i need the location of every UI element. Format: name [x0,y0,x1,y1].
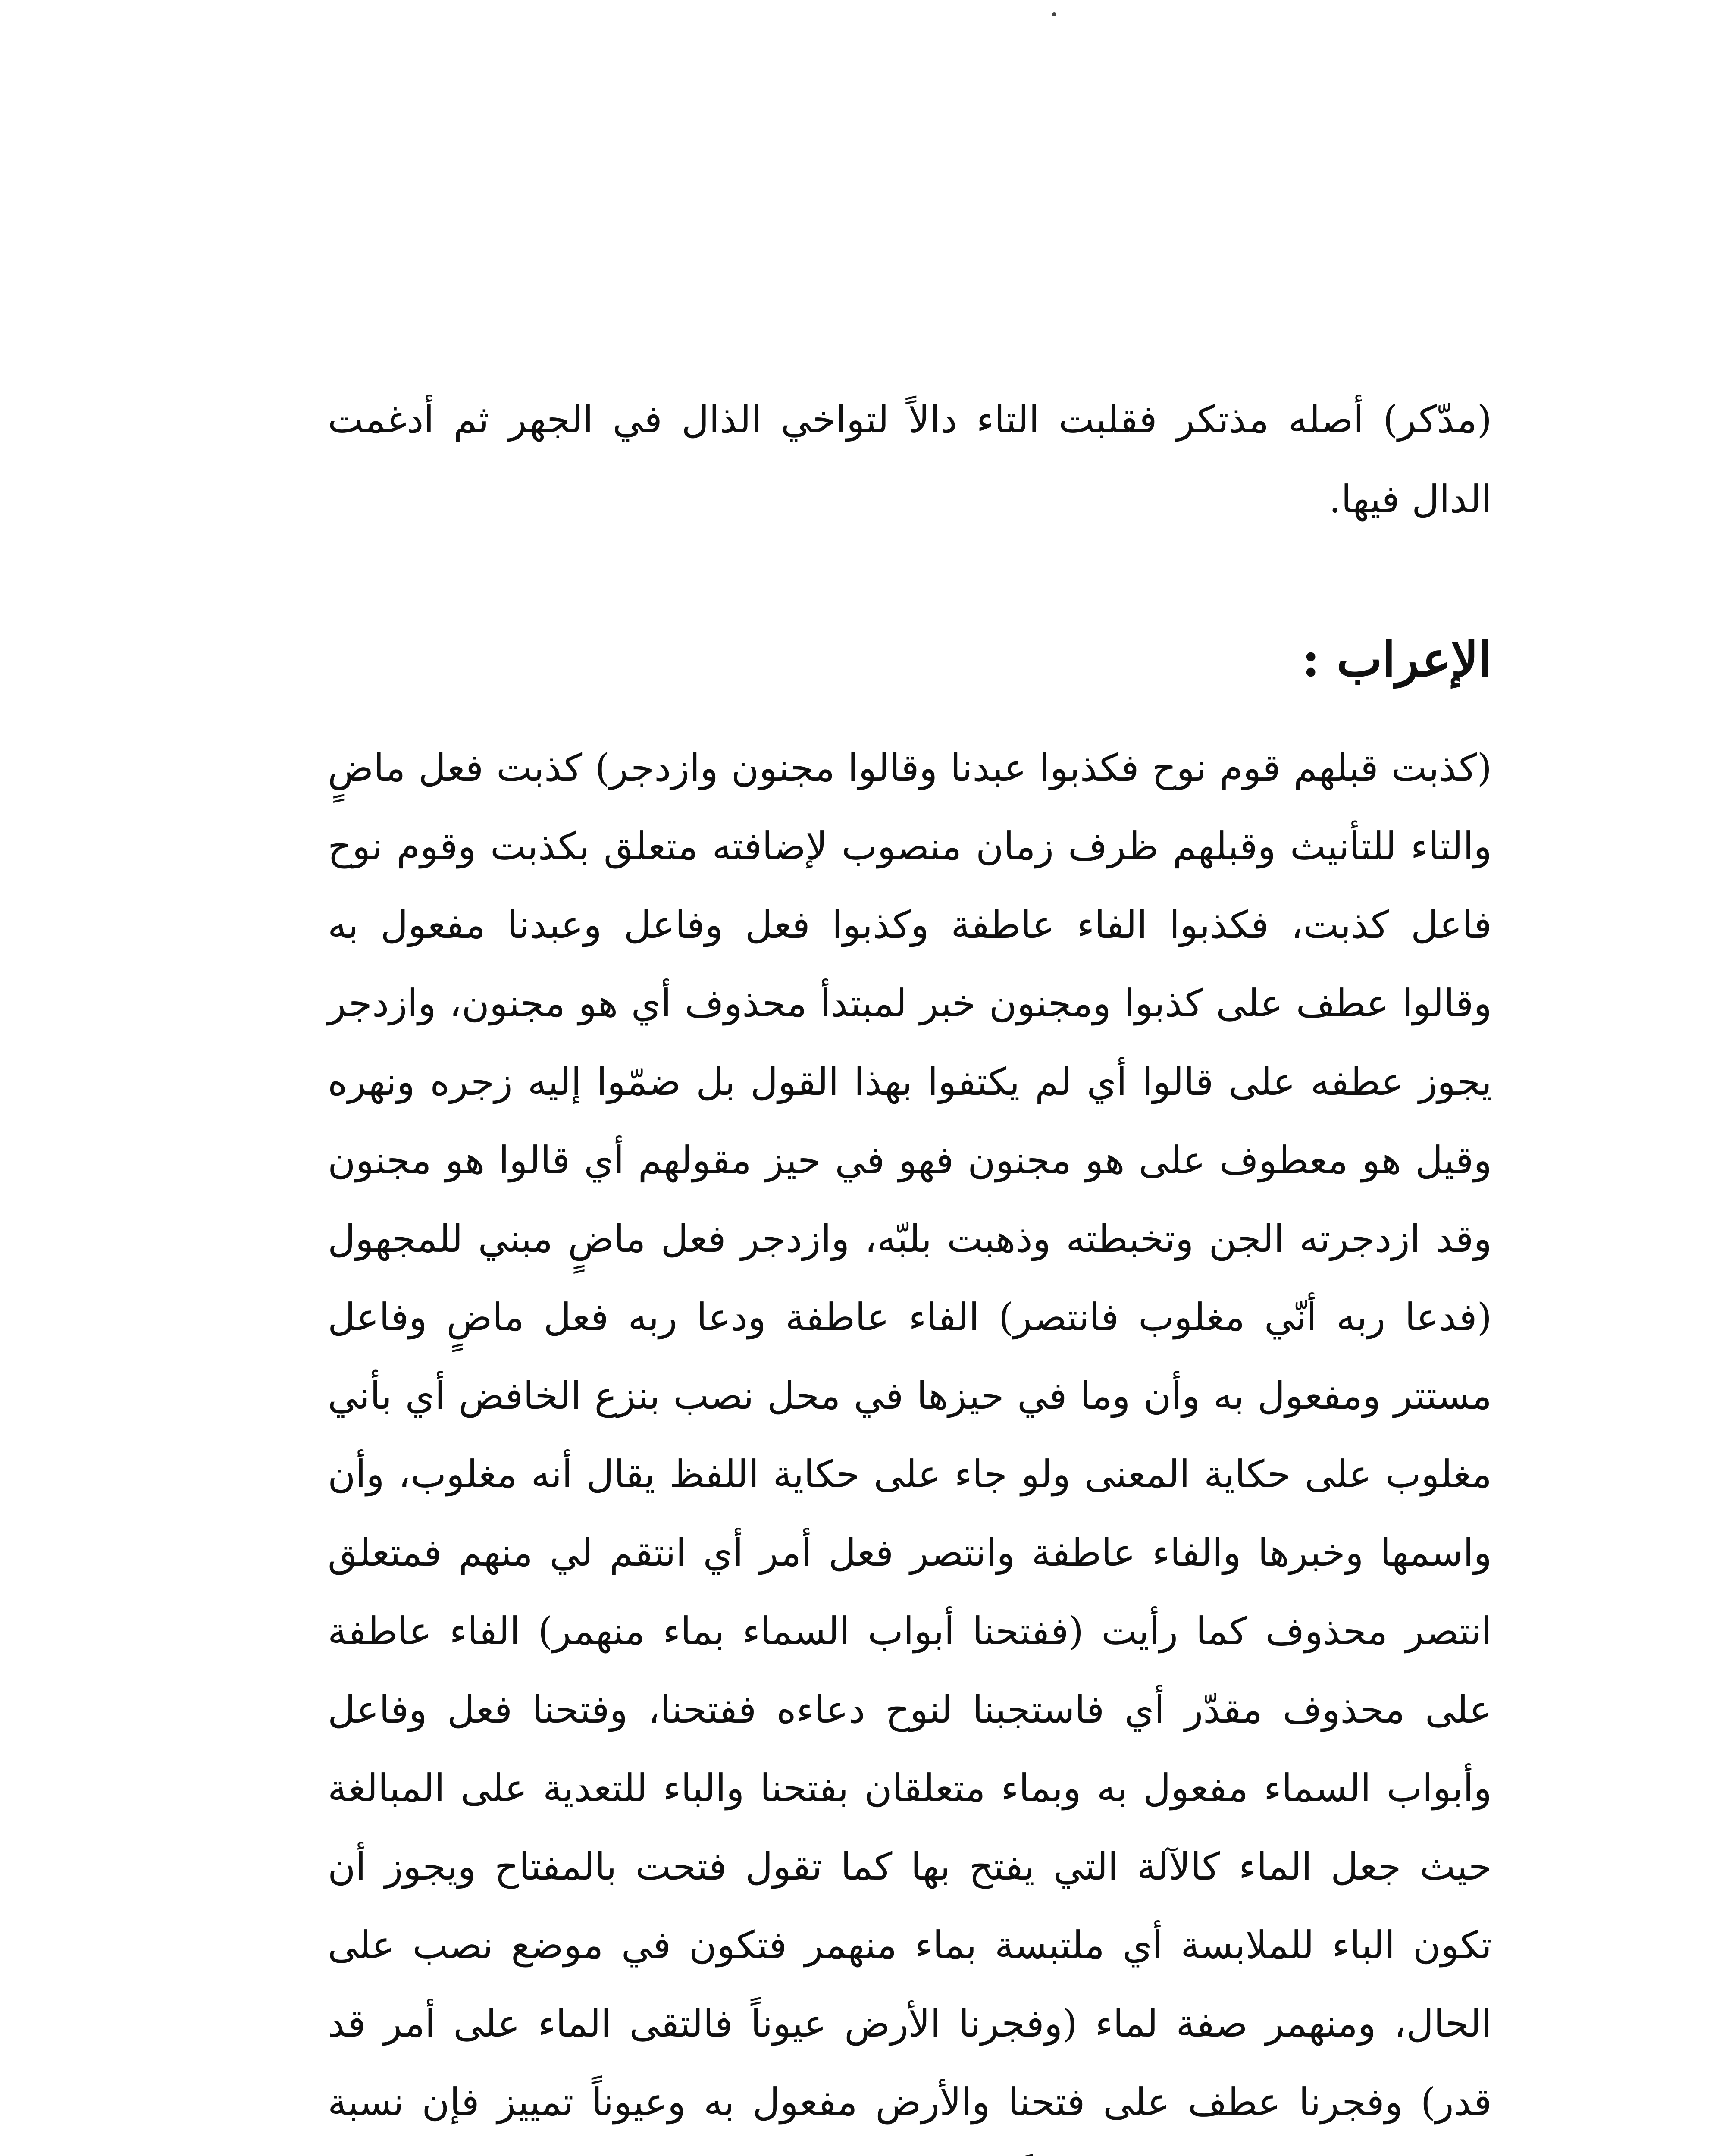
intro-paragraph: (مدّكر) أصله مذتكر فقلبت التاء دالاً لتواخي الذال في الجهر ثم أدغمت الدال فيها. [328,397,1492,521]
scan-speck [1052,12,1056,16]
section-heading: الإعراب : [1302,631,1492,688]
body-paragraph: (كذبت قبلهم قوم نوح فكذبوا عبدنا وقالوا مجنون وازدجر) كذبت فعل ماضٍ والتاء للتأنيث وقبلهم ظرف زمان منصوب لإضافته متعلق بكذبت وقوم نوح فاعل كذبت، فكذبوا الفاء عاطفة وكذبوا فعل وفاعل وعبدنا مفعول به وقالوا عطف على كذبوا ومجنون خبر لمبتدأ محذوف أي هو مجنون، وازدجر يجوز عطفه على قالوا أي لم يكتفوا بهذا القول بل ضمّوا إليه زجره ونهره وقيل هو معطوف على هو مجنون فهو في حيز مقولهم أي قالوا هو مجنون وقد ازدجرته الجن وتخبطته وذهبت بلبّه، وازدجر فعل ماضٍ مبني للمجهول (فدعا ربه أنّي مغلوب فانتصر) الفاء عاطفة ودعا ربه فعل ماضٍ وفاعل مستتر ومفعول به وأن وما في حيزها في محل نصب بنزع الخافض أي بأني مغلوب على حكاية المعنى ولو جاء على حكاية اللفظ يقال أنه مغلوب، وأن واسمها وخبرها والفاء عاطفة وانتصر فعل أمر أي انتقم لي منهم فمتعلق انتصر محذوف كما رأيت (ففتحنا أبواب السماء بماء منهمر) الفاء عاطفة على محذوف مقدّر أي فاستجبنا لنوح دعاءه ففتحنا، وفتحنا فعل وفاعل وأبواب السماء مفعول به وبماء متعلقان بفتحنا والباء للتعدية على المبالغة حيث جعل الماء كالآلة التي يفتح بها كما تقول فتحت بالمفتاح ويجوز أن تكون الباء للملابسة أي ملتبسة بماء منهمر فتكون في موضع نصب على الحال، ومنهمر صفة لماء (وفجرنا الأرض عيوناً فالتقى الماء على أمر قد قدر) وفجرنا عطف على فتحنا والأرض مفعول به وعيوناً تمييز فإن نسبة [328,746,1492,2124]
